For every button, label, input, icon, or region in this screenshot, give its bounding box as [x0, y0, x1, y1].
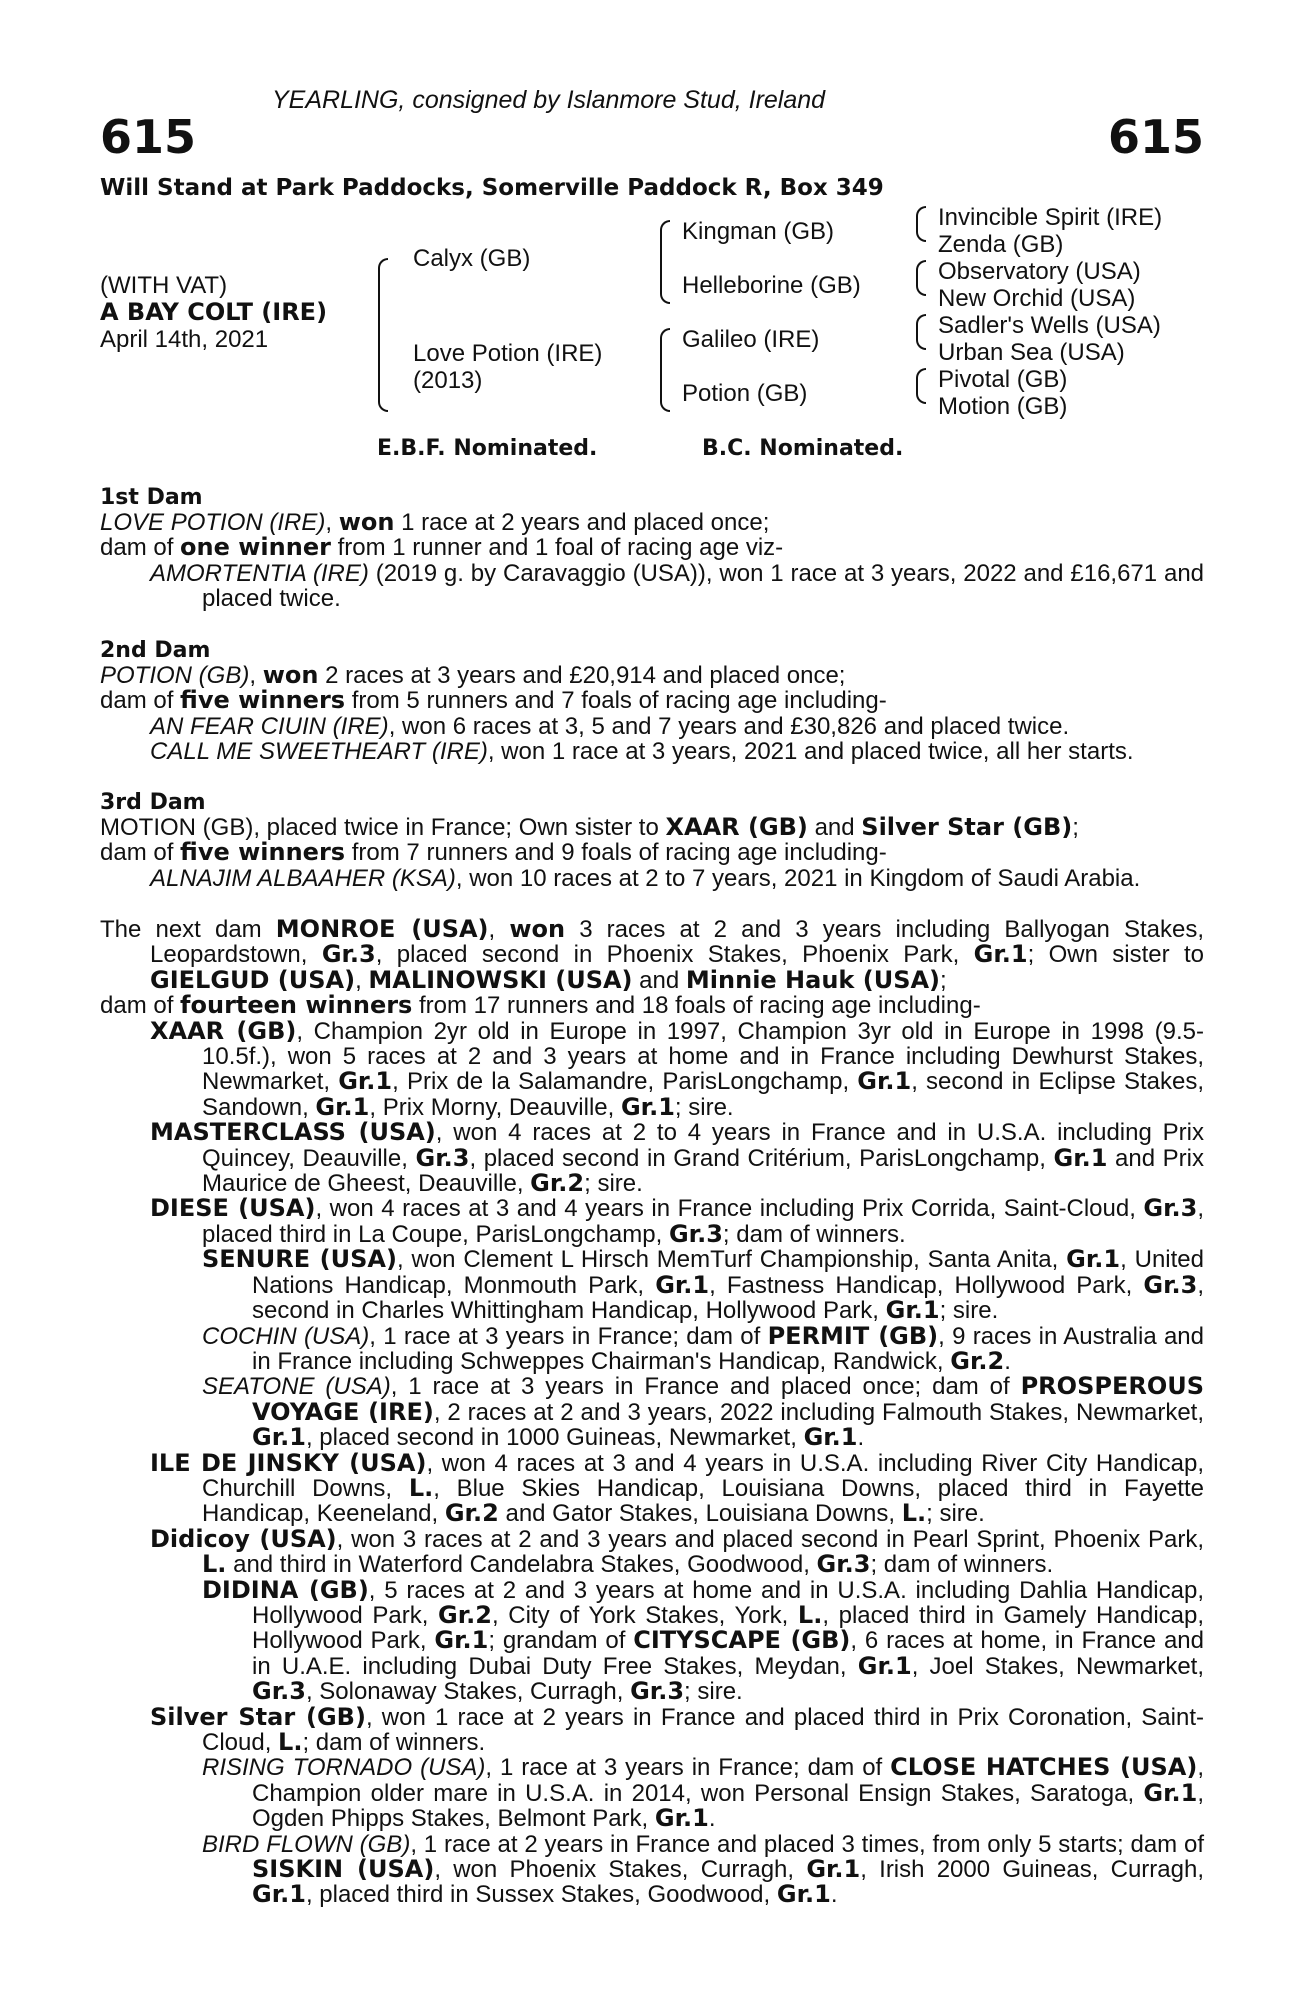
ebf-nominated: E.B.F. Nominated.	[377, 436, 598, 461]
sds: Observatory (USA)	[938, 258, 1141, 285]
ssd: Zenda (GB)	[938, 231, 1064, 258]
foaling-date: April 14th, 2021	[100, 326, 269, 353]
dam-sire: Galileo (IRE)	[682, 326, 820, 353]
sire-dam: Helleborine (GB)	[682, 272, 861, 299]
bc-nominated: B.C. Nominated.	[702, 436, 904, 461]
first-dam-text: LOVE POTION (IRE), won 1 race at 2 years and placed once; dam of one winner from 1 runner and 1 foal of racing age viz- AMORTENTIA (IRE) (2019 g. by Caravaggio (USA)), won 1 race at 3 years, 2022 and £16,671 and placed twice.	[100, 508, 1205, 613]
pedigree-brace-3b	[916, 260, 926, 296]
consignor-line: YEARLING, consigned by Islanmore Stud, Ireland	[272, 86, 826, 114]
third-dam-heading: 3rd Dam	[100, 790, 206, 815]
second-dam-heading: 2nd Dam	[100, 638, 211, 663]
dam-year: (2013)	[413, 367, 483, 394]
dds: Pivotal (GB)	[938, 366, 1068, 393]
next-dam-text: The next dam MONROE (USA), won 3 races at 2 and 3 years including Ballyogan Stakes, Leopardstown, Gr.3, placed second in Phoenix Stakes, Phoenix Park, Gr.1; Own sister to GIELGUD (USA), MALINOWSKI (USA) and Minnie Hauk (USA); dam of fourteen winners from 17 runners and 18 foals of racing age including- XAAR (GB), Champion 2yr old in Europe in 1997, Champion 3yr old in Europe in 1998 (9.5-10.5f.), won 5 races at 2 and 3 years at home and in France including Dewhurst Stakes, Newmarket, Gr.1, Prix de la Salamandre, ParisLongchamp, Gr.1, second in Eclipse Stakes, Sandown, Gr.1, Prix Morny, Deauville, Gr.1; sire. MASTERCLASS (USA), won 4 races at 2 to 4 years in France and in U.S.A. including Prix Quincey, Deauville, Gr.3, placed second in Grand Critérium, ParisLongchamp, Gr.1 and Prix Maurice de Gheest, Deauville, Gr.2; sire. DIESE (USA), won 4 races at 3 and 4 years in France including Prix Corrida, Saint-Cloud, Gr.3, placed third in La Coupe, ParisLongchamp, Gr.3; dam of winners. SENURE (USA), won Clement L Hirsch MemTurf Championship, Santa Anita, Gr.1, United Nations Handicap, Monmouth Park, Gr.1, Fastness Handicap, Hollywood Park, Gr.3, second in Charles Whittingham Handicap, Hollywood Park, Gr.1; sire. COCHIN (USA), 1 race at 3 years in France; dam of PERMIT (GB), 9 races in Australia and in France including Schweppes Chairman's Handicap, Randwick, Gr.2. SEATONE (USA), 1 race at 3 years in France and placed once; dam of PROSPEROUS VOYAGE (IRE), 2 races at 2 and 3 years, 2022 including Falmouth Stakes, Newmarket, Gr.1, placed second in 1000 Guineas, Newmarket, Gr.1. ILE DE JINSKY (USA), won 4 races at 3 and 4 years in U.S.A. including River City Handicap, Churchill Downs, L., Blue Skies Handicap, Louisiana Downs, placed third in Fayette Handicap, Keeneland, Gr.2 and Gator Stakes, Louisiana Downs, L.; sire. Didicoy (USA), won 3 races at 2 and 3 years and placed second in Pearl Sprint, Phoenix Park, L. and third in Waterford Candelabra Stakes, Goodwood, Gr.3; dam of winners. DIDINA (GB), 5 races at 2 and 3 years at home and in U.S.A. including Dahlia Handicap, Hollywood Park, Gr.2, City of York Stakes, York, L., placed third in Gamely Handicap, Hollywood Park, Gr.1; grandam of CITYSCAPE (GB), 6 races at home, in France and in U.A.E. including Dubai Duty Free Stakes, Meydan, Gr.1, Joel Stakes, Newmarket, Gr.3, Solonaway Stakes, Curragh, Gr.3; sire. Silver Star (GB), won 1 race at 2 years in France and placed third in Prix Coronation, Saint-Cloud, L.; dam of winners. RISING TORNADO (USA), 1 race at 3 years in France; dam of CLOSE HATCHES (USA), Champion older mare in U.S.A. in 2014, won Personal Ensign Stakes, Saratoga, Gr.1, Ogden Phipps Stakes, Belmont Park, Gr.1. BIRD FLOWN (GB), 1 race at 2 years in France and placed 3 times, from only 5 starts; dam of SISKIN (USA), won Phoenix Stakes, Curragh, Gr.1, Irish 2000 Guineas, Curragh, Gr.1, placed third in Sussex Stakes, Goodwood, Gr.1.	[100, 915, 1205, 1909]
vat-note: (WITH VAT)	[100, 272, 228, 299]
pedigree-brace-3d	[916, 368, 926, 404]
lot-number-right: 615	[1107, 110, 1204, 164]
third-dam-text: MOTION (GB), placed twice in France; Own sister to XAAR (GB) and Silver Star (GB); dam of five winners from 7 runners and 9 foals of racing age including- ALNAJIM ALBAAHER (KSA), won 10 races at 2 to 7 years, 2021 in Kingdom of Saudi Arabia.	[100, 813, 1141, 892]
pedigree-brace-2a	[660, 220, 670, 304]
second-dam-text: POTION (GB), won 2 races at 3 years and £20,914 and placed once; dam of five winners from 5 runners and 7 foals of racing age including- AN FEAR CIUIN (IRE), won 6 races at 3, 5 and 7 years and £30,826 and placed twice. CALL ME SWEETHEART (IRE), won 1 race at 3 years, 2021 and placed twice, all her starts.	[100, 661, 1134, 766]
first-dam-heading: 1st Dam	[100, 485, 203, 510]
pedigree-brace-3c	[916, 314, 926, 350]
dsd: Urban Sea (USA)	[938, 339, 1125, 366]
sire-sire: Kingman (GB)	[682, 218, 835, 245]
lot-number-left: 615	[100, 110, 197, 164]
pedigree-brace-1	[378, 258, 388, 412]
pedigree-brace-3a	[916, 206, 926, 242]
dam-dam: Potion (GB)	[682, 380, 808, 407]
pedigree-brace-2b	[660, 328, 670, 412]
sire: Calyx (GB)	[413, 245, 531, 272]
horse-name: A BAY COLT (IRE)	[100, 298, 328, 326]
dam: Love Potion (IRE)	[413, 340, 603, 367]
stand-location: Will Stand at Park Paddocks, Somerville Paddock R, Box 349	[100, 175, 884, 201]
sdd: New Orchid (USA)	[938, 285, 1136, 312]
sss: Invincible Spirit (IRE)	[938, 204, 1163, 231]
ddd: Motion (GB)	[938, 393, 1068, 420]
dss: Sadler's Wells (USA)	[938, 312, 1161, 339]
